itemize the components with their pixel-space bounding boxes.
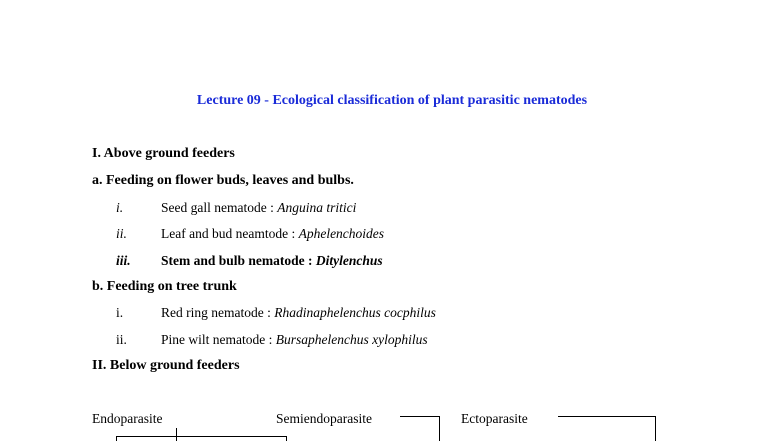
connector-line [116,436,286,437]
list-number: iii. [116,253,131,268]
page-title: Lecture 09 - Ecological classification of plant parasitic nematodes [196,93,588,108]
connector-line [655,416,656,441]
subheading-flower-buds: a. Feeding on flower buds, leaves and bulbs. [92,173,354,188]
connector-line [558,416,656,417]
connector-line [439,416,440,441]
connector-line [400,416,440,417]
connector-line [286,436,287,441]
list-item-text: Pine wilt nematode : Bursaphelenchus xylophilus [161,332,428,347]
list-item-text: Leaf and bud neamtode : Aphelenchoides [161,226,385,241]
list-number: i. [116,200,124,215]
connector-line [176,428,177,441]
subheading-tree-trunk: b. Feeding on tree trunk [92,279,237,294]
list-item-text: Red ring nematode : Rhadinaphelenchus cocphilus [161,305,436,320]
endoparasite-label: Endoparasite [92,411,163,426]
ectoparasite-label: Ectoparasite [461,411,528,426]
list-number: ii. [116,226,127,241]
semiendoparasite-label: Semiendoparasite [276,411,372,426]
list-number: ii. [116,332,127,347]
list-item-text: Seed gall nematode : Anguina tritici [161,200,357,215]
section-heading-below-ground: II. Below ground feeders [92,358,240,373]
list-number: i. [116,305,124,320]
connector-line [116,436,117,441]
list-item-text: Stem and bulb nematode : Ditylenchus [161,253,383,268]
section-heading-above-ground: I. Above ground feeders [92,146,235,161]
